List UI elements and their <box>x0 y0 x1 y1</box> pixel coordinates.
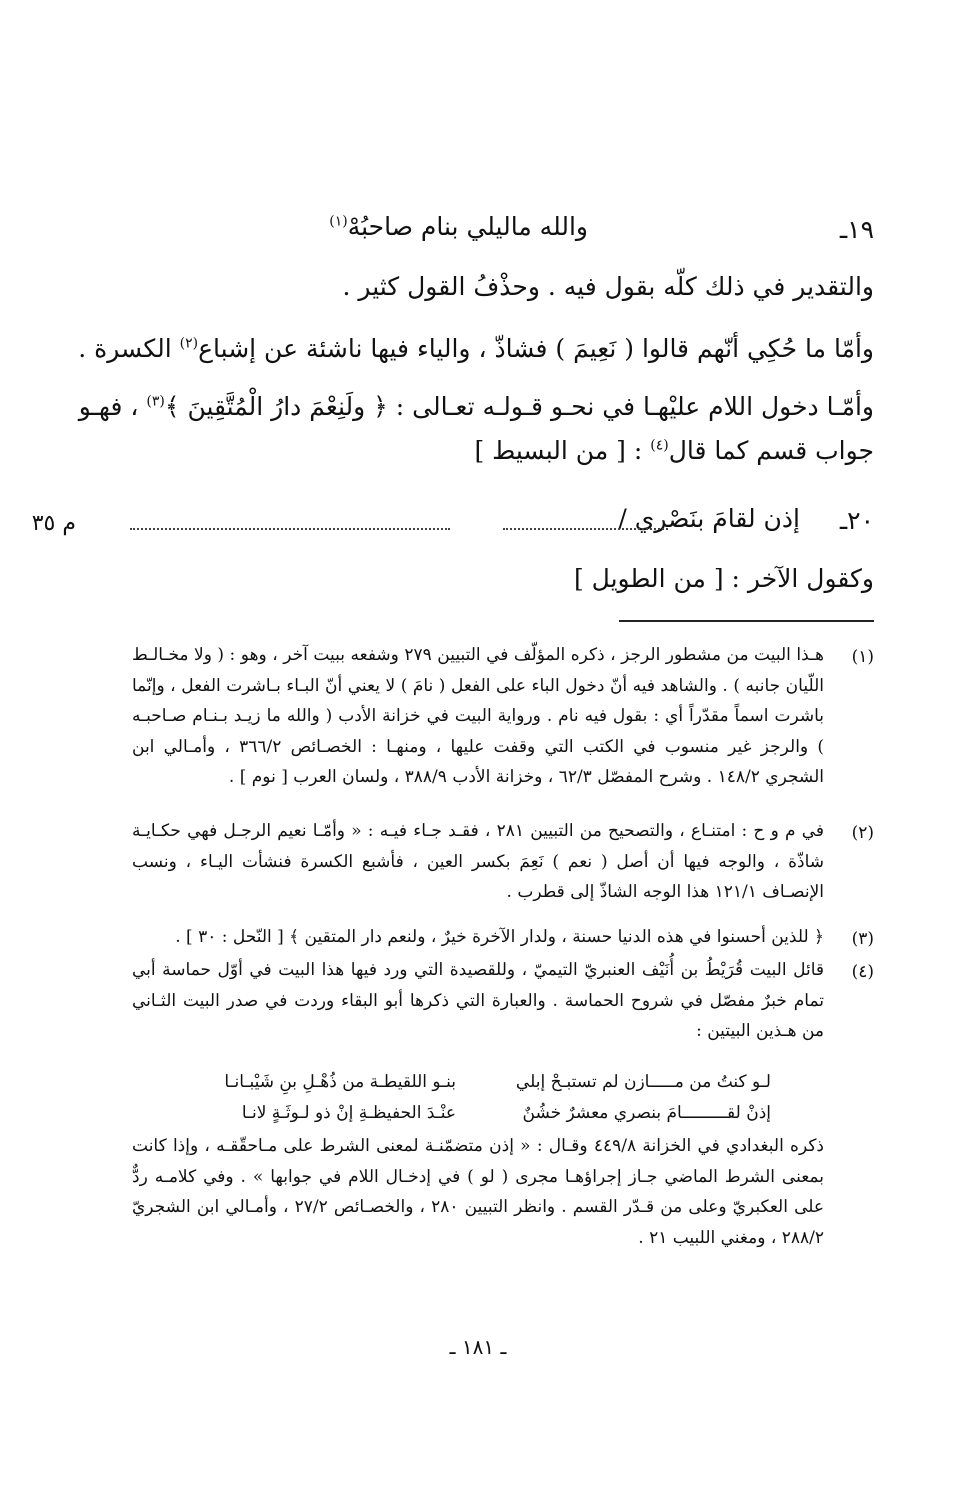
footnote-2-text: في م و ح : امتنـاع ، والتصحيح من التبيين ٢٨١ ، فقـد جـاء فيـه : « وأمّـا نعيم الرجـل فهي حكـايـة شاذّة ، والوجه فيها أن أصل ( نعم ) نَعِمَ بكسر العين ، فأشبع الكسرة فنشأت اليـاء ، ونسب الإنصـاف ١٢١/١ هذا الوجه الشاذّ إلى قطرب . <box>132 821 825 902</box>
poem-line-1-right: لـو كنتُ من مـــــازن لم تستبـحْ إبلي <box>515 1072 771 1092</box>
poem-line-2-right: إذنْ لقـــــــــامَ بنصري معشرٌ خشُنٌ <box>522 1103 771 1123</box>
footnote-1-number: (١) <box>851 647 874 667</box>
paragraph-2-text-a: وأمّا ما حُكِي أنّهم قالوا ( نَعِيمَ ) فشاذّ ، والياء فيها ناشئة عن إشباع <box>198 334 874 363</box>
paragraph-3 <box>78 390 874 424</box>
paragraph-5: وكقول الآخر : [ من الطويل ] <box>573 564 874 593</box>
verse-19-number: ١٩ـ <box>839 215 874 244</box>
footnote-2-number: (٢) <box>851 823 874 843</box>
paragraph-2 <box>78 332 874 366</box>
footnote-1-text: هـذا البيت من مشطور الرجز ، ذكره المؤلّف في التبيين ٢٧٩ وشفعه ببيت آخر ، وهو : ( ولا مخـالـط اللّيان جانبه ) . والشاهد فيه أنّ دخول الباء على الفعل ( نامَ ) لا يعني أنّ البـاء بـاشرت الفعل ، وإنّما باشرت اسماً مقدّراً أي : بقول فيه نام . ورواية البيت في خزانة الأدب ( والله ما زيـد بـنـام صـاحبـه ) والرجز غير منسوب في الكتب التي وقفت عليها ، ومنهـا : الخصـائص ٣٦٦/٢ ، وأمـالي ابن الشجري ١٤٨/٢ . وشرح المفصّل ٦٢/٣ ، وخزانة الأدب ٣٨٨/٩ ، ولسان العرب [ نوم ] . <box>132 645 824 787</box>
footnote-separator <box>619 620 874 622</box>
paragraph-3-text-b: ، فهـو <box>78 392 139 421</box>
paragraph-4 <box>474 434 874 468</box>
verse-20-text: إذن لقامَ بنَصْري / <box>618 504 800 533</box>
verse-19-text <box>329 210 588 244</box>
footnote-ref-4[interactable]: (٤) <box>650 437 669 454</box>
verse-20-ellipsis-1 <box>503 528 668 530</box>
page-number: ـ ١٨١ ـ <box>449 1335 507 1359</box>
footnote-4-number: (٤) <box>851 962 874 982</box>
footnote-3-text: ﴿ للذين أحسنوا في هذه الدنيا حسنة ، ولدار الآخرة خيرٌ ، ولنعم دار المتقين ﴾ [ النّحل : ٣٠ ] . <box>175 927 824 947</box>
paragraph-3-text-a: وأمّـا دخول اللام عليْهـا في نحـو قـولـه تعـالى : ﴿ ولَنِعْمَ دارُ الْمُتَّقِينَ ﴾ <box>164 392 874 421</box>
poem-line-2-left: عنْـدَ الحفيظـةِ إنْ ذو لـوثَـةٍ لانـا <box>241 1103 456 1123</box>
poem-line-1-left: بنـو اللقيطـة من ذُهْـلِ بنِ شَيْبـانـا <box>224 1072 456 1092</box>
footnote-4-continuation: ذكره البغدادي في الخزانة ٤٤٩/٨ وقـال : « إذن متضمّنـة لمعنى الشرط على مـاحقّقـه ، وإذا كانت بمعنى الشرط الماضي جـاز إجراؤهـا مجرى ( لو ) في إدخـال اللام في جوابها » . وفي كلامـه ردٌّ على العكبريّ وعلى من قـدّر القسم . وانظر التبيين ٢٨٠ ، والخصـائص ٢٧/٢ ، وأمـالي ابن الشجريّ ٢٨٨/٢ ، ومغني اللبيب ٢١ . <box>132 1136 825 1248</box>
paragraph-4-text-a: جواب قسم كما قال <box>668 436 874 465</box>
footnote-ref-3[interactable]: (٣) <box>146 393 165 410</box>
paragraph-4-text-b: : [ من البسيط ] <box>474 436 643 465</box>
margin-mark: م ٣٥ <box>31 511 76 536</box>
footnote-3-number: (٣) <box>851 929 874 949</box>
paragraph-1: والتقدير في ذلك كلّه بقول فيه . وحذْفُ القول كثير . <box>342 272 874 301</box>
verse-20-number: ٢٠ـ <box>839 506 874 535</box>
verse-20-ellipsis-2 <box>130 528 450 530</box>
footnote-4-text: قائل البيت قُرَيْطُ بن أُنَيْف العنبريّ التيميّ ، وللقصيدة التي ورد فيها هذا البيت في أوّل حماسة أبي تمام خبرٌ مفصّل في شروح الحماسة . والعبارة التي ذكرها أبو البقاء وردت في صدر البيت الثـاني من هـذين البيتين : <box>132 960 824 1041</box>
verse-19-hemistich: والله ماليلي بنام صاحبُهْ <box>347 212 588 241</box>
footnote-ref-2[interactable]: (٢) <box>179 335 199 352</box>
paragraph-2-text-b: الكسرة . <box>78 334 172 363</box>
footnote-ref-1[interactable]: (١) <box>329 213 348 230</box>
